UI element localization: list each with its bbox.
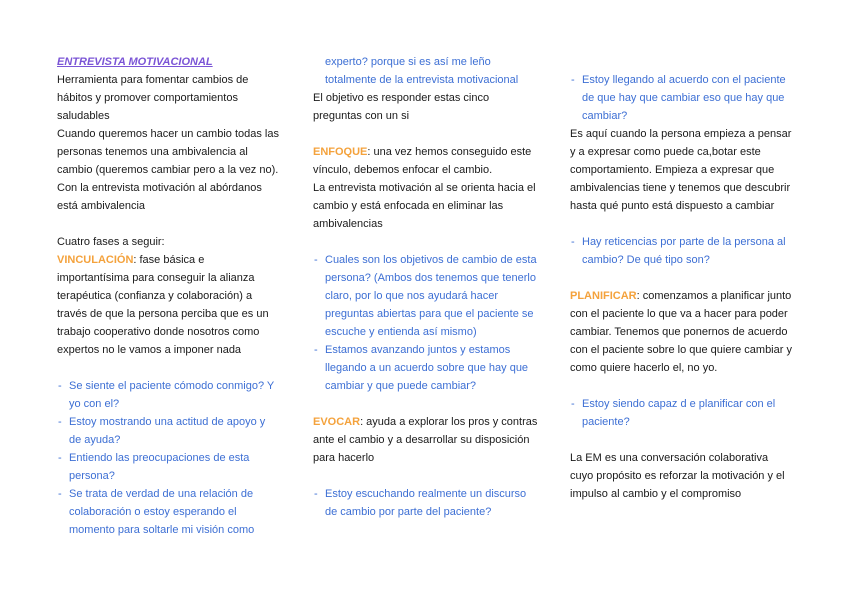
vinculacion-text: : fase básica e importantísima para conseguir la alianza terapéutica (confianza y colaboración) a través de que la persona perciba que es un trabajo cooperativo donde nosotros como expertos no le vamos a imponer nada bbox=[57, 254, 269, 356]
enfoque-text: : una vez hemos conseguido este vínculo, debemos enfocar el cambio. bbox=[313, 146, 532, 176]
column-1 bbox=[57, 53, 279, 539]
intro-paragraph: Herramienta para fomentar cambios de hábitos y promover comportamientos saludables bbox=[57, 74, 249, 122]
enfoque-paragraph bbox=[313, 143, 539, 179]
list-item: - Estamos avanzando juntos y estamos llegando a un acuerdo sobre que hay que cambiar y que puede cambiar? bbox=[313, 341, 539, 395]
reticence-questions bbox=[570, 233, 792, 269]
list-item: - Estoy escuchando realmente un discurso de cambio por parte del paciente? bbox=[313, 485, 539, 521]
planificar-text: : comenzamos a planificar junto con el paciente lo que va a hacer para poder cambiar. Tenemos que ponernos de acuerdo con el paciente sobre lo que quiere cambiar y como quiere hacerlo el, no yo. bbox=[570, 290, 792, 374]
evocar-questions bbox=[313, 485, 539, 521]
evocar-questions-continued bbox=[570, 71, 792, 125]
objective-paragraph: El objetivo es responder estas cinco preguntas con un si bbox=[313, 92, 490, 122]
conclusion-paragraph: La EM es una conversación colaborativa cuyo propósito es reforzar la motivación y el impulso al cambio y el compromiso bbox=[570, 452, 785, 500]
list-item: - Entiendo las preocupaciones de esta persona? bbox=[57, 449, 279, 485]
planificar-questions bbox=[570, 395, 792, 431]
list-item: - Se siente el paciente cómodo conmigo? Y yo con el? bbox=[57, 377, 279, 413]
planificar-paragraph bbox=[570, 287, 792, 377]
list-item: - Estoy llegando al acuerdo con el paciente de que hay que cambiar eso que hay que cambiar? bbox=[570, 71, 792, 125]
evocar-description: Es aquí cuando la persona empieza a pensar y a expresar como puede ca,botar este comportamiento. Empieza a expresar que ambivalencias tiene y tenemos que descubrir hasta qué punto está dispuesto a cambiar bbox=[570, 128, 792, 212]
enfoque-questions bbox=[313, 251, 539, 395]
column-3 bbox=[570, 53, 792, 503]
document-title: ENTREVISTA MOTIVACIONAL bbox=[57, 56, 213, 68]
evocar-keyword: EVOCAR bbox=[313, 416, 361, 428]
list-item: - Estoy siendo capaz d e planificar con el paciente? bbox=[570, 395, 792, 431]
column-2 bbox=[313, 53, 539, 521]
ambivalence-paragraph: Cuando queremos hacer un cambio todas las personas tenemos una ambivalencia al cambio (queremos cambiar pero a la vez no). Con la entrevista motivación al abórdanos está ambivalencia bbox=[57, 128, 279, 212]
list-item: - Hay reticencias por parte de la persona al cambio? De qué tipo son? bbox=[570, 233, 792, 269]
vinculacion-paragraph bbox=[57, 251, 279, 359]
list-item: - Cuales son los objetivos de cambio de esta persona? (Ambos dos tenemos que tenerlo claro, por lo que nos ayudará hacer preguntas abiertas para que el paciente se escuche y entienda así mismo) bbox=[313, 251, 539, 341]
list-item: - Estoy mostrando una actitud de apoyo y de ayuda? bbox=[57, 413, 279, 449]
evocar-text: : ayuda a explorar los pros y contras ante el cambio y a desarrollar su disposición para hacerlo bbox=[313, 416, 538, 464]
phases-heading: Cuatro fases a seguir: bbox=[57, 236, 165, 248]
vinculacion-questions bbox=[57, 377, 279, 539]
planificar-keyword: PLANIFICAR bbox=[570, 290, 637, 302]
enfoque-keyword: ENFOQUE bbox=[313, 146, 368, 158]
continued-question: experto? porque si es así me leño totalmente de la entrevista motivacional bbox=[325, 56, 519, 86]
list-item: - Se trata de verdad de una relación de colaboración o estoy esperando el momento para soltarle mi visión como bbox=[57, 485, 279, 539]
evocar-paragraph bbox=[313, 413, 539, 467]
enfoque-paragraph-2: La entrevista motivación al se orienta hacia el cambio y está enfocada en eliminar las ambivalencias bbox=[313, 182, 536, 230]
vinculacion-keyword: VINCULACIÓN bbox=[57, 254, 134, 266]
